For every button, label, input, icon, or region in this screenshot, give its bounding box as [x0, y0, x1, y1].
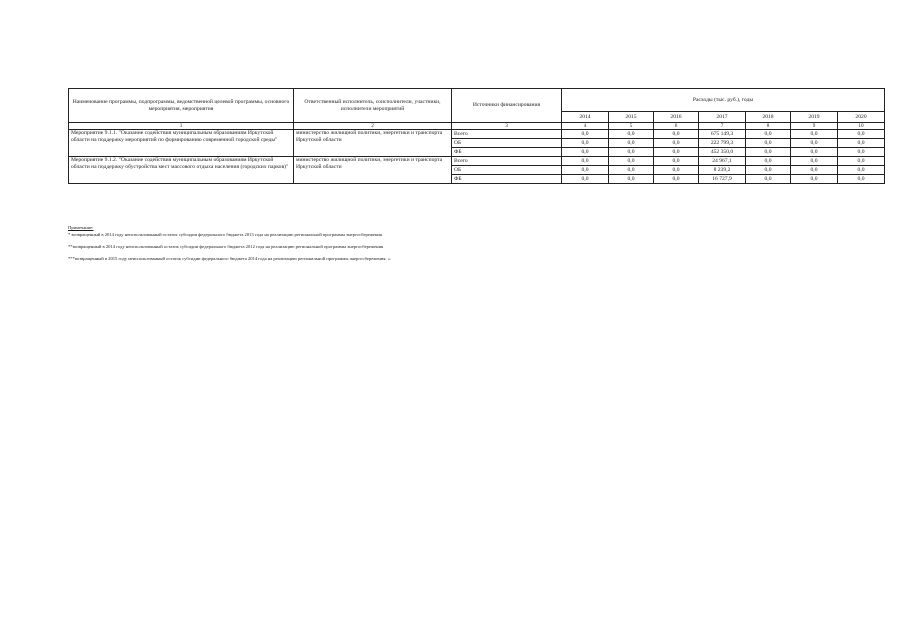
value-cell: 0,0 [562, 139, 609, 148]
value-cell: 0,0 [838, 130, 885, 139]
value-cell: 0,0 [654, 157, 699, 166]
value-cell: 0,0 [609, 130, 654, 139]
source-cell: Всего [452, 130, 562, 139]
value-cell: 0,0 [609, 157, 654, 166]
column-number: 2 [294, 123, 452, 130]
column-number: 10 [838, 123, 885, 130]
value-cell: 0,0 [654, 175, 699, 184]
value-cell: 675 149,3 [699, 130, 746, 139]
source-cell: ОБ [452, 139, 562, 148]
value-cell: 222 799,3 [699, 139, 746, 148]
value-cell: 0,0 [746, 139, 791, 148]
value-cell: 0,0 [791, 130, 838, 139]
value-cell: 0,0 [746, 175, 791, 184]
value-cell: 0,0 [609, 175, 654, 184]
value-cell: 0,0 [654, 148, 699, 157]
column-number: 8 [746, 123, 791, 130]
value-cell: 452 350,0 [699, 148, 746, 157]
value-cell: 0,0 [746, 148, 791, 157]
value-cell: 0,0 [746, 130, 791, 139]
value-cell: 0,0 [791, 175, 838, 184]
header-year: 2019 [791, 112, 838, 123]
measure-executor: министерство жилищной политики, энергетики и транспорта Иркутской области [294, 157, 452, 184]
column-number: 9 [791, 123, 838, 130]
value-cell: 0,0 [562, 130, 609, 139]
table-row [69, 130, 885, 139]
value-cell: 0,0 [654, 130, 699, 139]
value-cell: 8 239,2 [699, 166, 746, 175]
value-cell: 0,0 [791, 139, 838, 148]
value-cell: 0,0 [791, 157, 838, 166]
source-cell: Всего [452, 157, 562, 166]
value-cell: 0,0 [838, 139, 885, 148]
value-cell: 0,0 [746, 157, 791, 166]
value-cell: 0,0 [791, 148, 838, 157]
value-cell: 0,0 [609, 166, 654, 175]
table-row [69, 157, 885, 166]
value-cell: 0,0 [562, 148, 609, 157]
source-cell: ФБ [452, 148, 562, 157]
column-number: 7 [699, 123, 746, 130]
header-year: 2016 [654, 112, 699, 123]
note-line: ***возвращенный в 2015 году неиспользованный остаток субсидии федерального бюджета 2014 года на реализацию региональной программы энергосбережения. ». [68, 256, 392, 261]
note-line: **возвращенный в 2014 году неиспользованный остаток субсидии федерального бюджета 2012 года на реализацию региональной программы энергосбережения [68, 244, 384, 249]
header-year: 2020 [838, 112, 885, 123]
value-cell: 0,0 [654, 139, 699, 148]
header-source: Источники финансирования [452, 89, 562, 123]
header-name: Наименование программы, подпрограммы, ведомственной целевой программы, основного мероприятия, мероприятия [69, 89, 294, 123]
source-cell: ФБ [452, 175, 562, 184]
financing-table [68, 88, 885, 184]
value-cell: 0,0 [838, 175, 885, 184]
value-cell: 0,0 [838, 166, 885, 175]
header-year: 2014 [562, 112, 609, 123]
value-cell: 0,0 [562, 166, 609, 175]
value-cell: 24 967,1 [699, 157, 746, 166]
measure-name: Мероприятие 9.1.1. "Оказание содействия муниципальным образованиям Иркутской области на поддержку мероприятий по формированию современной городской среды" [69, 130, 294, 157]
value-cell: 0,0 [609, 148, 654, 157]
value-cell: 0,0 [562, 157, 609, 166]
value-cell: 0,0 [838, 157, 885, 166]
value-cell: 0,0 [791, 166, 838, 175]
column-number-row [69, 123, 885, 130]
notes-block [68, 225, 391, 268]
column-number: 5 [609, 123, 654, 130]
column-number: 1 [69, 123, 294, 130]
column-number: 3 [452, 123, 562, 130]
value-cell: 16 727,9 [699, 175, 746, 184]
source-cell: ОБ [452, 166, 562, 175]
note-line: * возвращенный в 2014 году неиспользованный остаток субсидии федерального бюджета 2013 года на реализацию региональной программы энергосбережения [68, 232, 382, 237]
value-cell: 0,0 [838, 148, 885, 157]
value-cell: 0,0 [654, 166, 699, 175]
column-number: 6 [654, 123, 699, 130]
header-year: 2017 [699, 112, 746, 123]
header-year: 2015 [609, 112, 654, 123]
value-cell: 0,0 [609, 139, 654, 148]
measure-name: Мероприятие 9.1.2. "Оказание содействия муниципальным образованиям Иркутской области на поддержку обустройства мест массового отдыха населения (городских парков)" [69, 157, 294, 184]
measure-executor: министерство жилищной политики, энергетики и транспорта Иркутской области [294, 130, 452, 157]
notes-title: Примечание: [68, 225, 94, 230]
value-cell: 0,0 [746, 166, 791, 175]
header-year: 2018 [746, 112, 791, 123]
column-number: 4 [562, 123, 609, 130]
header-executor: Ответственный исполнитель, соисполнители, участники, исполнители мероприятий [294, 89, 452, 123]
value-cell: 0,0 [562, 175, 609, 184]
header-expenses: Расходы (тыс. руб.), годы [562, 89, 885, 112]
